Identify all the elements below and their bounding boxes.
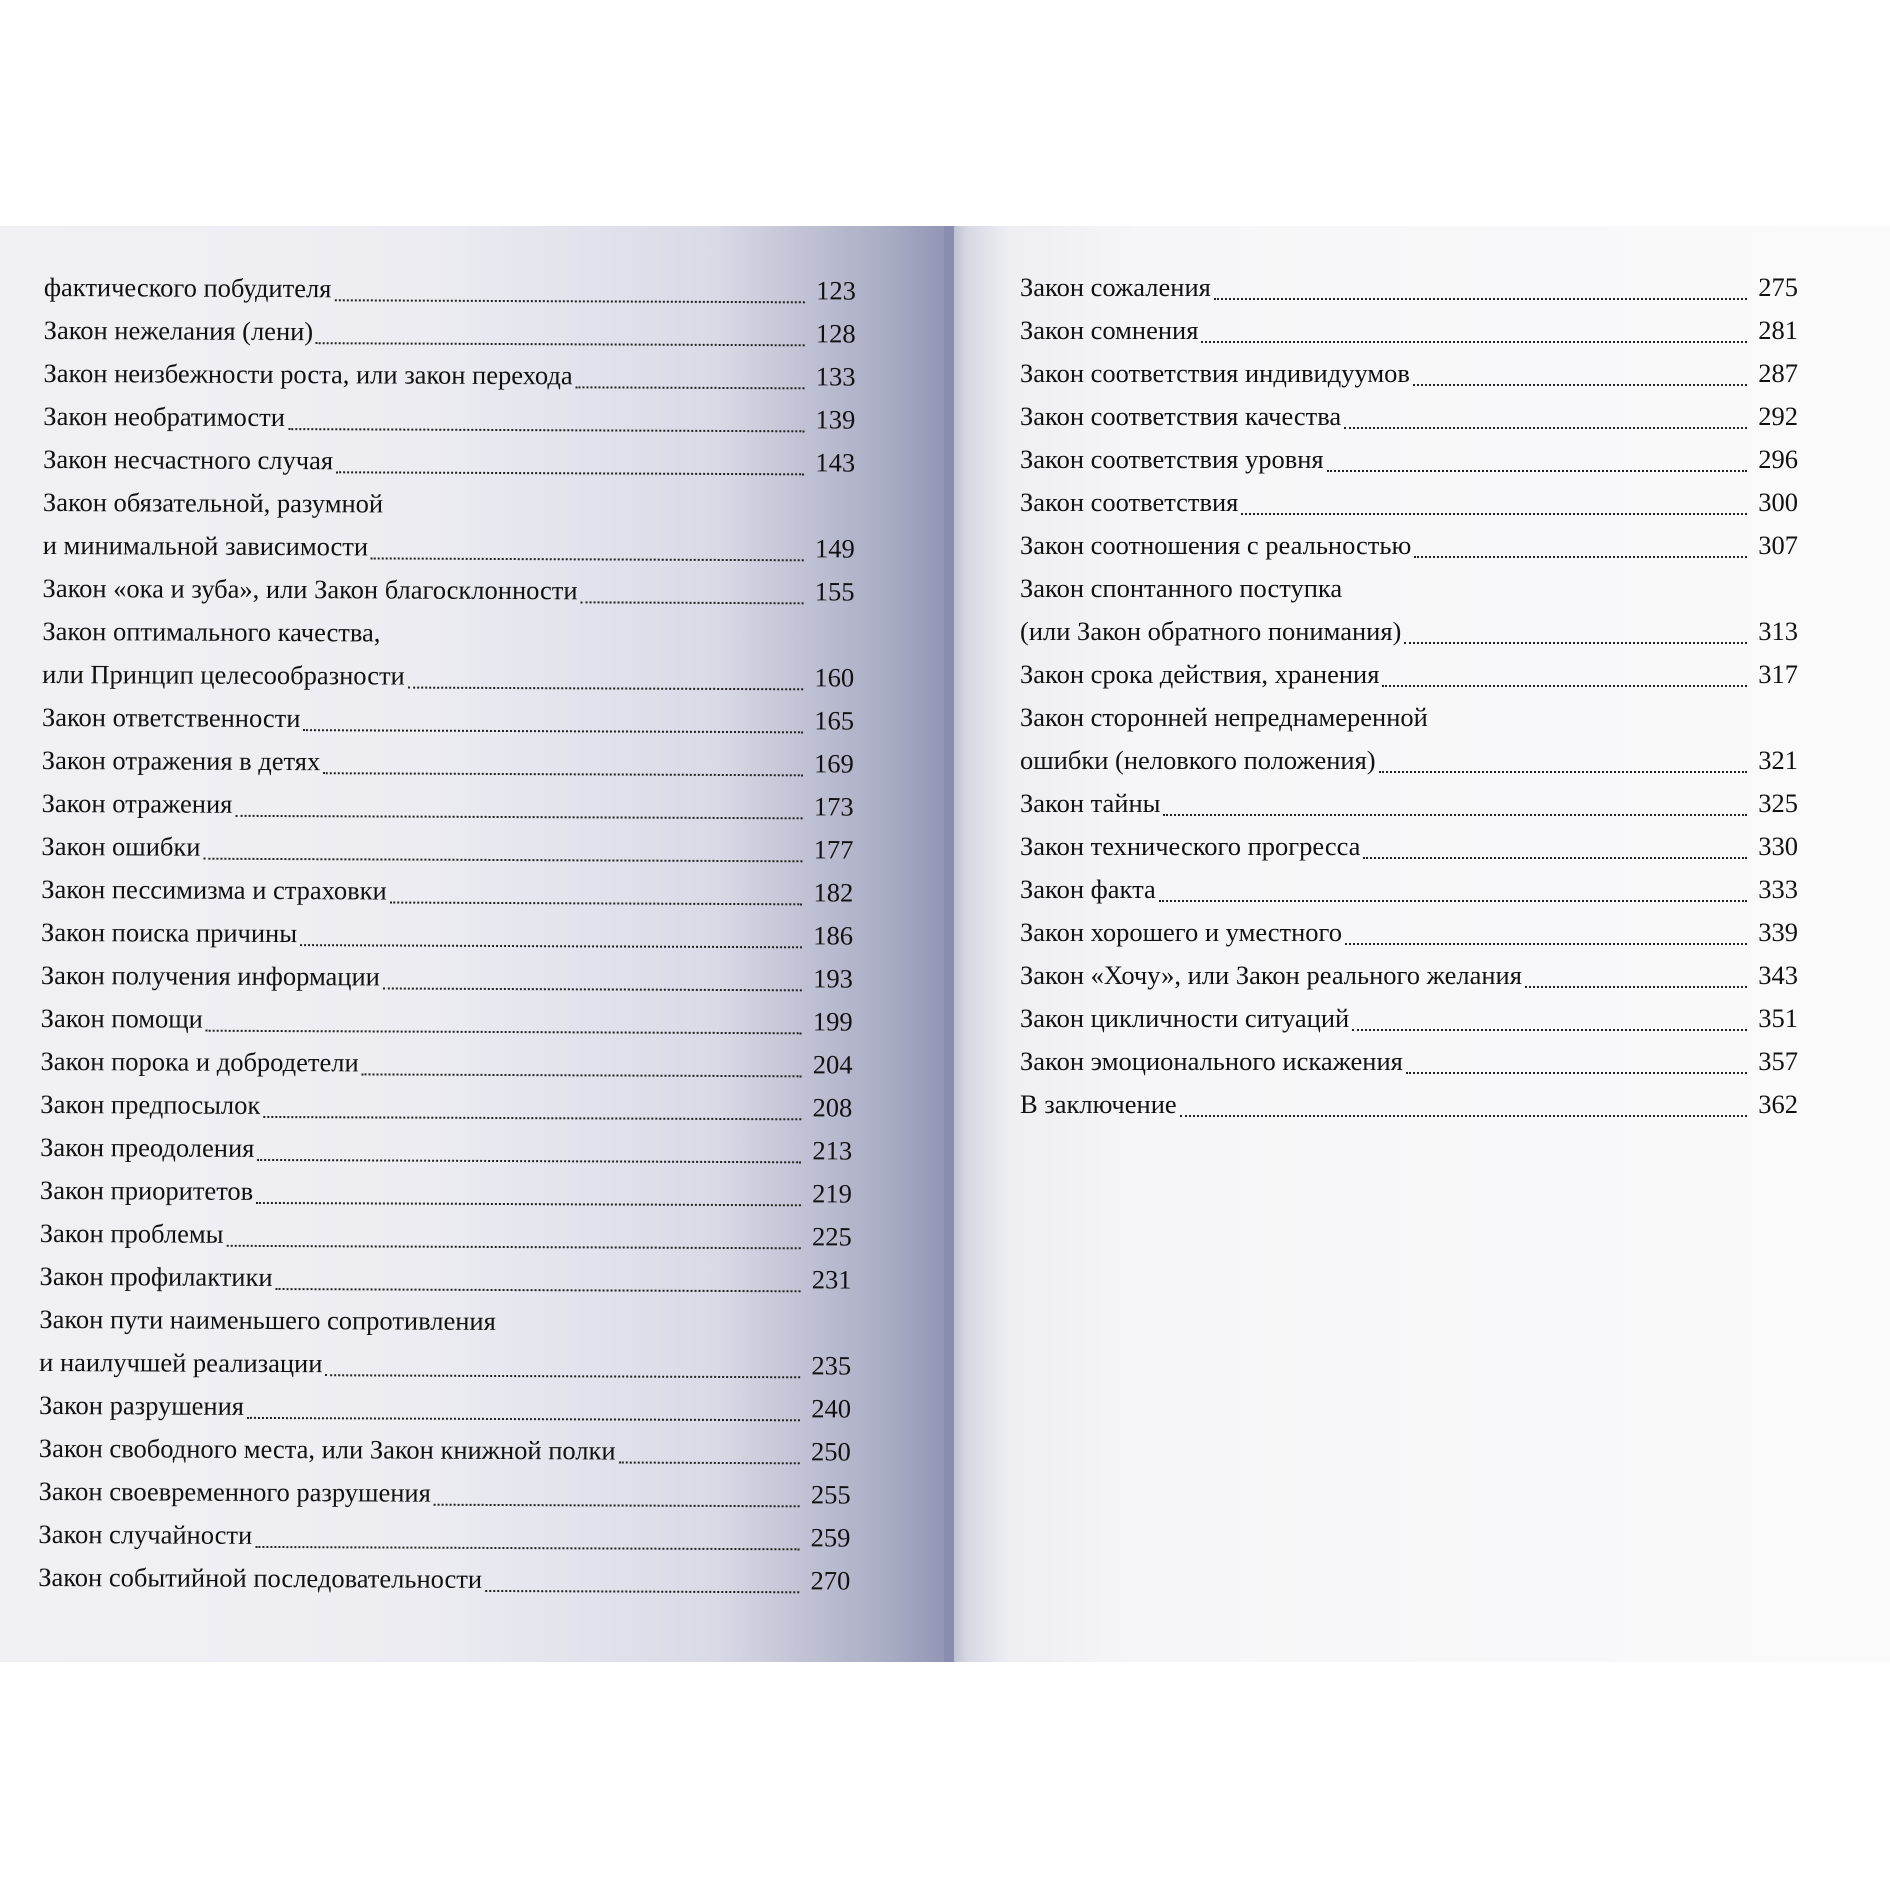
toc-entry[interactable] <box>40 1083 852 1130</box>
toc-entry-line <box>41 868 853 915</box>
toc-entry-title: Закон отражения <box>41 787 233 819</box>
dot-leader <box>390 900 803 906</box>
toc-entry[interactable] <box>42 739 854 786</box>
toc-page-number: 339 <box>1758 917 1798 947</box>
toc-entry-line <box>1020 567 1798 610</box>
toc-entry-line <box>1020 395 1798 438</box>
dot-leader <box>581 599 804 604</box>
toc-entry-line <box>38 1556 850 1603</box>
toc-entry-title: Закон соответствия уровня <box>1020 444 1324 474</box>
right-page <box>954 226 1890 1662</box>
toc-page-number: 143 <box>815 447 856 478</box>
toc-entry-line <box>42 696 854 743</box>
toc-entry-title: (или Закон обратного понимания) <box>1020 616 1402 646</box>
toc-entry-line <box>43 352 855 399</box>
toc-page-number: 149 <box>814 533 855 564</box>
toc-entry[interactable] <box>40 1126 852 1173</box>
toc-page-number: 182 <box>813 877 854 908</box>
toc-entry-line <box>38 1513 850 1560</box>
toc-entry-line <box>42 610 854 657</box>
toc-page-number: 321 <box>1758 745 1798 775</box>
toc-entry[interactable] <box>44 309 856 356</box>
toc-page-number: 139 <box>815 404 856 435</box>
toc-entry-line <box>39 1298 851 1345</box>
toc-page-number: 208 <box>812 1092 853 1123</box>
toc-page-number: 330 <box>1758 831 1798 861</box>
toc-entry-line <box>42 653 854 700</box>
toc-entry[interactable] <box>1020 309 1798 352</box>
toc-entry-title: Закон соответствия качества <box>1020 401 1342 431</box>
dot-leader <box>362 1071 802 1077</box>
toc-entry[interactable] <box>41 954 853 1001</box>
toc-entry-line <box>44 309 856 356</box>
dot-leader <box>1414 554 1747 558</box>
toc-page-number: 317 <box>1758 659 1798 689</box>
toc-entry-line <box>42 739 854 786</box>
toc-entry-title: и минимальной зависимости <box>42 529 369 562</box>
toc-entry-title: Закон помощи <box>40 1002 203 1034</box>
toc-page-number: 240 <box>811 1393 852 1424</box>
toc-entry[interactable] <box>42 567 854 614</box>
toc-entry-line <box>1020 266 1798 309</box>
toc-page-number: 177 <box>813 834 854 865</box>
toc-entry-title: Закон преодоления <box>40 1131 255 1163</box>
toc-entry-title: Закон свободного места, или Закон книжной полки <box>38 1432 616 1466</box>
toc-entry-line <box>39 1255 851 1302</box>
right-toc-list <box>1020 266 1798 1126</box>
dot-leader <box>1159 898 1747 902</box>
toc-entry-title: Закон хорошего и уместного <box>1020 917 1342 947</box>
dot-leader <box>323 770 803 776</box>
toc-entry-line <box>1020 1083 1798 1126</box>
toc-entry-line <box>1020 911 1798 954</box>
dot-leader <box>203 856 802 863</box>
toc-page-number: 128 <box>815 318 856 349</box>
toc-page-number: 275 <box>1758 272 1798 302</box>
dot-leader <box>1344 425 1747 429</box>
toc-entry-line <box>1020 997 1798 1040</box>
toc-page-number: 292 <box>1758 401 1798 431</box>
toc-entry-line <box>1020 524 1798 567</box>
toc-entry[interactable] <box>43 481 855 571</box>
dot-leader <box>206 1028 802 1035</box>
toc-entry-title: Закон обязательной, разумной <box>42 486 384 519</box>
toc-entry[interactable] <box>1020 782 1798 825</box>
dot-leader <box>257 1157 801 1163</box>
toc-entry[interactable] <box>39 1255 851 1302</box>
toc-entry-title: Закон разрушения <box>38 1389 245 1421</box>
toc-entry-title: Закон эмоционального искажения <box>1020 1046 1403 1076</box>
toc-page-number: 123 <box>816 275 856 306</box>
book-gutter <box>944 226 966 1662</box>
toc-page-number: 193 <box>813 963 853 994</box>
toc-page-number: 357 <box>1758 1046 1798 1076</box>
toc-entry[interactable] <box>1020 653 1798 696</box>
toc-entry[interactable] <box>43 438 855 485</box>
toc-entry-line <box>43 438 855 485</box>
dot-leader <box>485 1588 799 1593</box>
dot-leader <box>1363 855 1747 859</box>
toc-entry-title: Закон пути наименьшего сопротивления <box>39 1303 496 1336</box>
toc-page-number: 250 <box>811 1436 851 1467</box>
toc-entry[interactable] <box>1020 1083 1798 1126</box>
toc-entry[interactable] <box>43 395 855 442</box>
toc-page-number: 287 <box>1758 358 1798 388</box>
toc-page-number: 155 <box>814 576 855 607</box>
toc-entry[interactable] <box>40 1040 852 1087</box>
toc-page-number: 160 <box>814 662 855 693</box>
dot-leader <box>247 1415 800 1421</box>
toc-entry-line <box>43 524 855 571</box>
toc-entry-line <box>44 266 856 313</box>
toc-entry-line <box>40 1126 852 1173</box>
toc-entry-title: Закон срока действия, хранения <box>1020 659 1380 689</box>
toc-entry-line <box>40 1083 852 1130</box>
toc-entry-title: ошибки (неловкого положения) <box>1020 745 1376 775</box>
dot-leader <box>619 1460 800 1465</box>
toc-page-number: 225 <box>811 1221 852 1252</box>
toc-entry-title: Закон цикличности ситуаций <box>1020 1003 1350 1033</box>
toc-entry-title: Закон неизбежности роста, или закон перехода <box>43 357 573 391</box>
toc-page-number: 199 <box>812 1006 853 1037</box>
toc-entry-title: Закон порока и добродетели <box>40 1045 359 1078</box>
toc-entry-line <box>39 1384 851 1431</box>
dot-leader <box>316 340 805 346</box>
toc-entry-title: Закон ответственности <box>41 701 301 734</box>
toc-entry[interactable] <box>39 1427 851 1474</box>
toc-page-number: 259 <box>810 1522 851 1553</box>
toc-entry[interactable] <box>1020 911 1798 954</box>
dot-leader <box>434 1502 800 1508</box>
toc-entry-title: Закон технического прогресса <box>1020 831 1361 861</box>
background-bottom <box>0 1662 1890 1890</box>
toc-page-number: 296 <box>1758 444 1798 474</box>
toc-entry-title: Закон несчастного случая <box>43 443 334 476</box>
toc-entry-title: Закон оптимального качества, <box>42 615 381 648</box>
toc-page-number: 281 <box>1758 315 1798 345</box>
toc-entry-line <box>42 782 854 829</box>
toc-entry-line <box>41 911 853 958</box>
toc-entry[interactable] <box>1020 481 1798 524</box>
dot-leader <box>303 727 803 733</box>
dot-leader <box>1345 941 1747 945</box>
dot-leader <box>1201 339 1747 343</box>
dot-leader <box>336 469 804 475</box>
toc-entry[interactable] <box>1020 825 1798 868</box>
toc-entry-line <box>1020 309 1798 352</box>
toc-page-number: 333 <box>1758 874 1798 904</box>
toc-page-number: 325 <box>1758 788 1798 818</box>
toc-entry-title: или Принцип целесообразности <box>42 658 405 691</box>
toc-entry-title: Закон сожаления <box>1020 272 1211 302</box>
toc-entry-line <box>1020 352 1798 395</box>
toc-entry-line <box>1020 481 1798 524</box>
toc-page-number: 213 <box>812 1135 853 1166</box>
toc-entry-title: Закон соответствия индивидуумов <box>1020 358 1410 388</box>
toc-entry-title: Закон поиска причины <box>41 916 298 949</box>
left-toc-list <box>38 266 856 1603</box>
toc-page-number: 235 <box>811 1350 852 1381</box>
toc-entry-title: Закон отражения в детях <box>41 744 321 777</box>
toc-entry[interactable] <box>42 782 854 829</box>
toc-entry-line <box>40 1169 852 1216</box>
dot-leader <box>1406 1070 1747 1074</box>
toc-page-number: 165 <box>814 705 855 736</box>
dot-leader <box>1214 296 1747 300</box>
dot-leader <box>263 1114 801 1120</box>
toc-entry-title: Закон соотношения с реальностью <box>1020 530 1412 560</box>
toc-entry[interactable] <box>43 352 855 399</box>
toc-entry-line <box>41 825 853 872</box>
toc-entry-line <box>40 1212 852 1259</box>
toc-entry-title: Закон случайности <box>38 1518 253 1550</box>
toc-page-number: 270 <box>810 1565 851 1596</box>
toc-entry[interactable] <box>41 911 853 958</box>
toc-entry[interactable] <box>44 266 856 313</box>
dot-leader <box>288 426 804 432</box>
dot-leader <box>1382 683 1747 687</box>
toc-page-number: 255 <box>810 1479 851 1510</box>
toc-entry-title: и наилучшей реализации <box>39 1346 323 1379</box>
toc-entry-title: Закон проблемы <box>39 1217 224 1249</box>
toc-entry[interactable] <box>1020 696 1798 782</box>
toc-page-number: 362 <box>1758 1089 1798 1119</box>
toc-entry[interactable] <box>1020 352 1798 395</box>
dot-leader <box>235 813 802 819</box>
toc-entry[interactable] <box>1020 266 1798 309</box>
toc-entry[interactable] <box>39 1384 851 1431</box>
dot-leader <box>325 1372 800 1378</box>
toc-entry-line <box>1020 438 1798 481</box>
toc-entry-title: Закон получения информации <box>40 959 380 992</box>
dot-leader <box>1379 769 1747 773</box>
toc-entry-title: Закон сторонней непреднамеренной <box>1020 702 1428 732</box>
toc-page-number: 204 <box>812 1049 853 1080</box>
dot-leader <box>1327 468 1747 472</box>
toc-entry-line <box>1020 868 1798 911</box>
toc-entry-line <box>43 481 855 528</box>
toc-entry-line <box>1020 696 1798 739</box>
toc-entry[interactable] <box>41 868 853 915</box>
toc-entry-title: Закон «ока и зуба», или Закон благосклонности <box>42 572 578 606</box>
toc-entry-line <box>40 1040 852 1087</box>
toc-entry-title: Закон факта <box>1020 874 1156 904</box>
toc-entry[interactable] <box>1020 395 1798 438</box>
dot-leader <box>383 985 802 991</box>
toc-entry-line <box>39 1427 851 1474</box>
toc-page-number: 219 <box>812 1178 853 1209</box>
toc-page-number: 169 <box>814 748 854 779</box>
toc-entry-line <box>39 1341 851 1388</box>
dot-leader <box>334 297 804 303</box>
toc-entry-title: Закон спонтанного поступка <box>1020 573 1343 603</box>
toc-entry-title: Закон ошибки <box>41 830 201 862</box>
dot-leader <box>1413 382 1747 386</box>
toc-entry[interactable] <box>1020 1040 1798 1083</box>
toc-entry-title: Закон пессимизма и страховки <box>41 873 387 906</box>
toc-page-number: 186 <box>813 920 854 951</box>
dot-leader <box>256 1200 801 1206</box>
toc-entry-line <box>41 954 853 1001</box>
dot-leader <box>408 685 803 691</box>
dot-leader <box>1352 1027 1747 1031</box>
toc-entry-title: Закон приоритетов <box>39 1174 254 1206</box>
toc-entry-title: Закон нежелания (лени) <box>43 314 314 347</box>
toc-page-number: 133 <box>815 361 856 392</box>
dot-leader <box>1525 984 1747 988</box>
toc-entry[interactable] <box>1020 997 1798 1040</box>
dot-leader <box>576 384 805 389</box>
left-page <box>0 226 954 1662</box>
toc-entry[interactable] <box>38 1556 850 1603</box>
dot-leader <box>1163 812 1747 816</box>
toc-entry-title: Закон соответствия <box>1020 487 1239 517</box>
toc-entry[interactable] <box>40 1169 852 1216</box>
toc-entry[interactable] <box>41 825 853 872</box>
toc-entry-line <box>1020 782 1798 825</box>
open-book-spread <box>0 226 1890 1662</box>
toc-page-number: 343 <box>1758 960 1798 990</box>
toc-entry-title: Закон событийной последовательности <box>38 1561 483 1594</box>
toc-entry[interactable] <box>42 696 854 743</box>
toc-entry-title: фактического побудителя <box>43 271 332 304</box>
toc-entry-title: Закон предпосылок <box>40 1088 261 1120</box>
toc-entry-title: Закон своевременного разрушения <box>38 1475 431 1508</box>
toc-entry-title: Закон сомнения <box>1020 315 1199 345</box>
toc-entry[interactable] <box>1020 524 1798 567</box>
toc-page-number: 173 <box>813 791 854 822</box>
dot-leader <box>300 942 802 948</box>
dot-leader <box>255 1544 799 1550</box>
toc-entry-title: В заключение <box>1020 1089 1177 1119</box>
toc-entry-title: Закон «Хочу», или Закон реального желания <box>1020 960 1522 990</box>
toc-entry-line <box>1020 739 1798 782</box>
dot-leader <box>226 1243 800 1250</box>
toc-entry[interactable] <box>1020 438 1798 481</box>
toc-page-number: 231 <box>811 1264 852 1295</box>
toc-entry[interactable] <box>1020 567 1798 653</box>
toc-entry[interactable] <box>1020 954 1798 997</box>
toc-entry-line <box>43 395 855 442</box>
toc-entry[interactable] <box>1020 868 1798 911</box>
toc-entry[interactable] <box>40 1212 852 1259</box>
toc-entry[interactable] <box>39 1298 851 1388</box>
toc-page-number: 351 <box>1758 1003 1798 1033</box>
dot-leader <box>276 1286 801 1292</box>
toc-entry[interactable] <box>38 1513 850 1560</box>
toc-entry-line <box>39 1470 851 1517</box>
toc-entry-line <box>1020 653 1798 696</box>
toc-entry-line <box>41 997 853 1044</box>
toc-page-number: 300 <box>1758 487 1798 517</box>
toc-page-number: 313 <box>1758 616 1798 646</box>
dot-leader <box>1404 640 1747 644</box>
toc-entry[interactable] <box>41 997 853 1044</box>
toc-entry-line <box>1020 954 1798 997</box>
dot-leader <box>1241 511 1747 515</box>
toc-entry-line <box>1020 1040 1798 1083</box>
toc-entry-title: Закон тайны <box>1020 788 1161 818</box>
toc-entry[interactable] <box>42 610 854 700</box>
toc-entry-line <box>42 567 854 614</box>
background-top <box>0 0 1890 226</box>
dot-leader <box>1180 1113 1747 1117</box>
toc-page-number: 307 <box>1758 530 1798 560</box>
toc-entry-title: Закон необратимости <box>43 400 286 433</box>
toc-entry-line <box>1020 825 1798 868</box>
toc-entry-line <box>1020 610 1798 653</box>
toc-entry[interactable] <box>39 1470 851 1517</box>
dot-leader <box>371 555 804 561</box>
toc-entry-title: Закон профилактики <box>39 1260 273 1293</box>
